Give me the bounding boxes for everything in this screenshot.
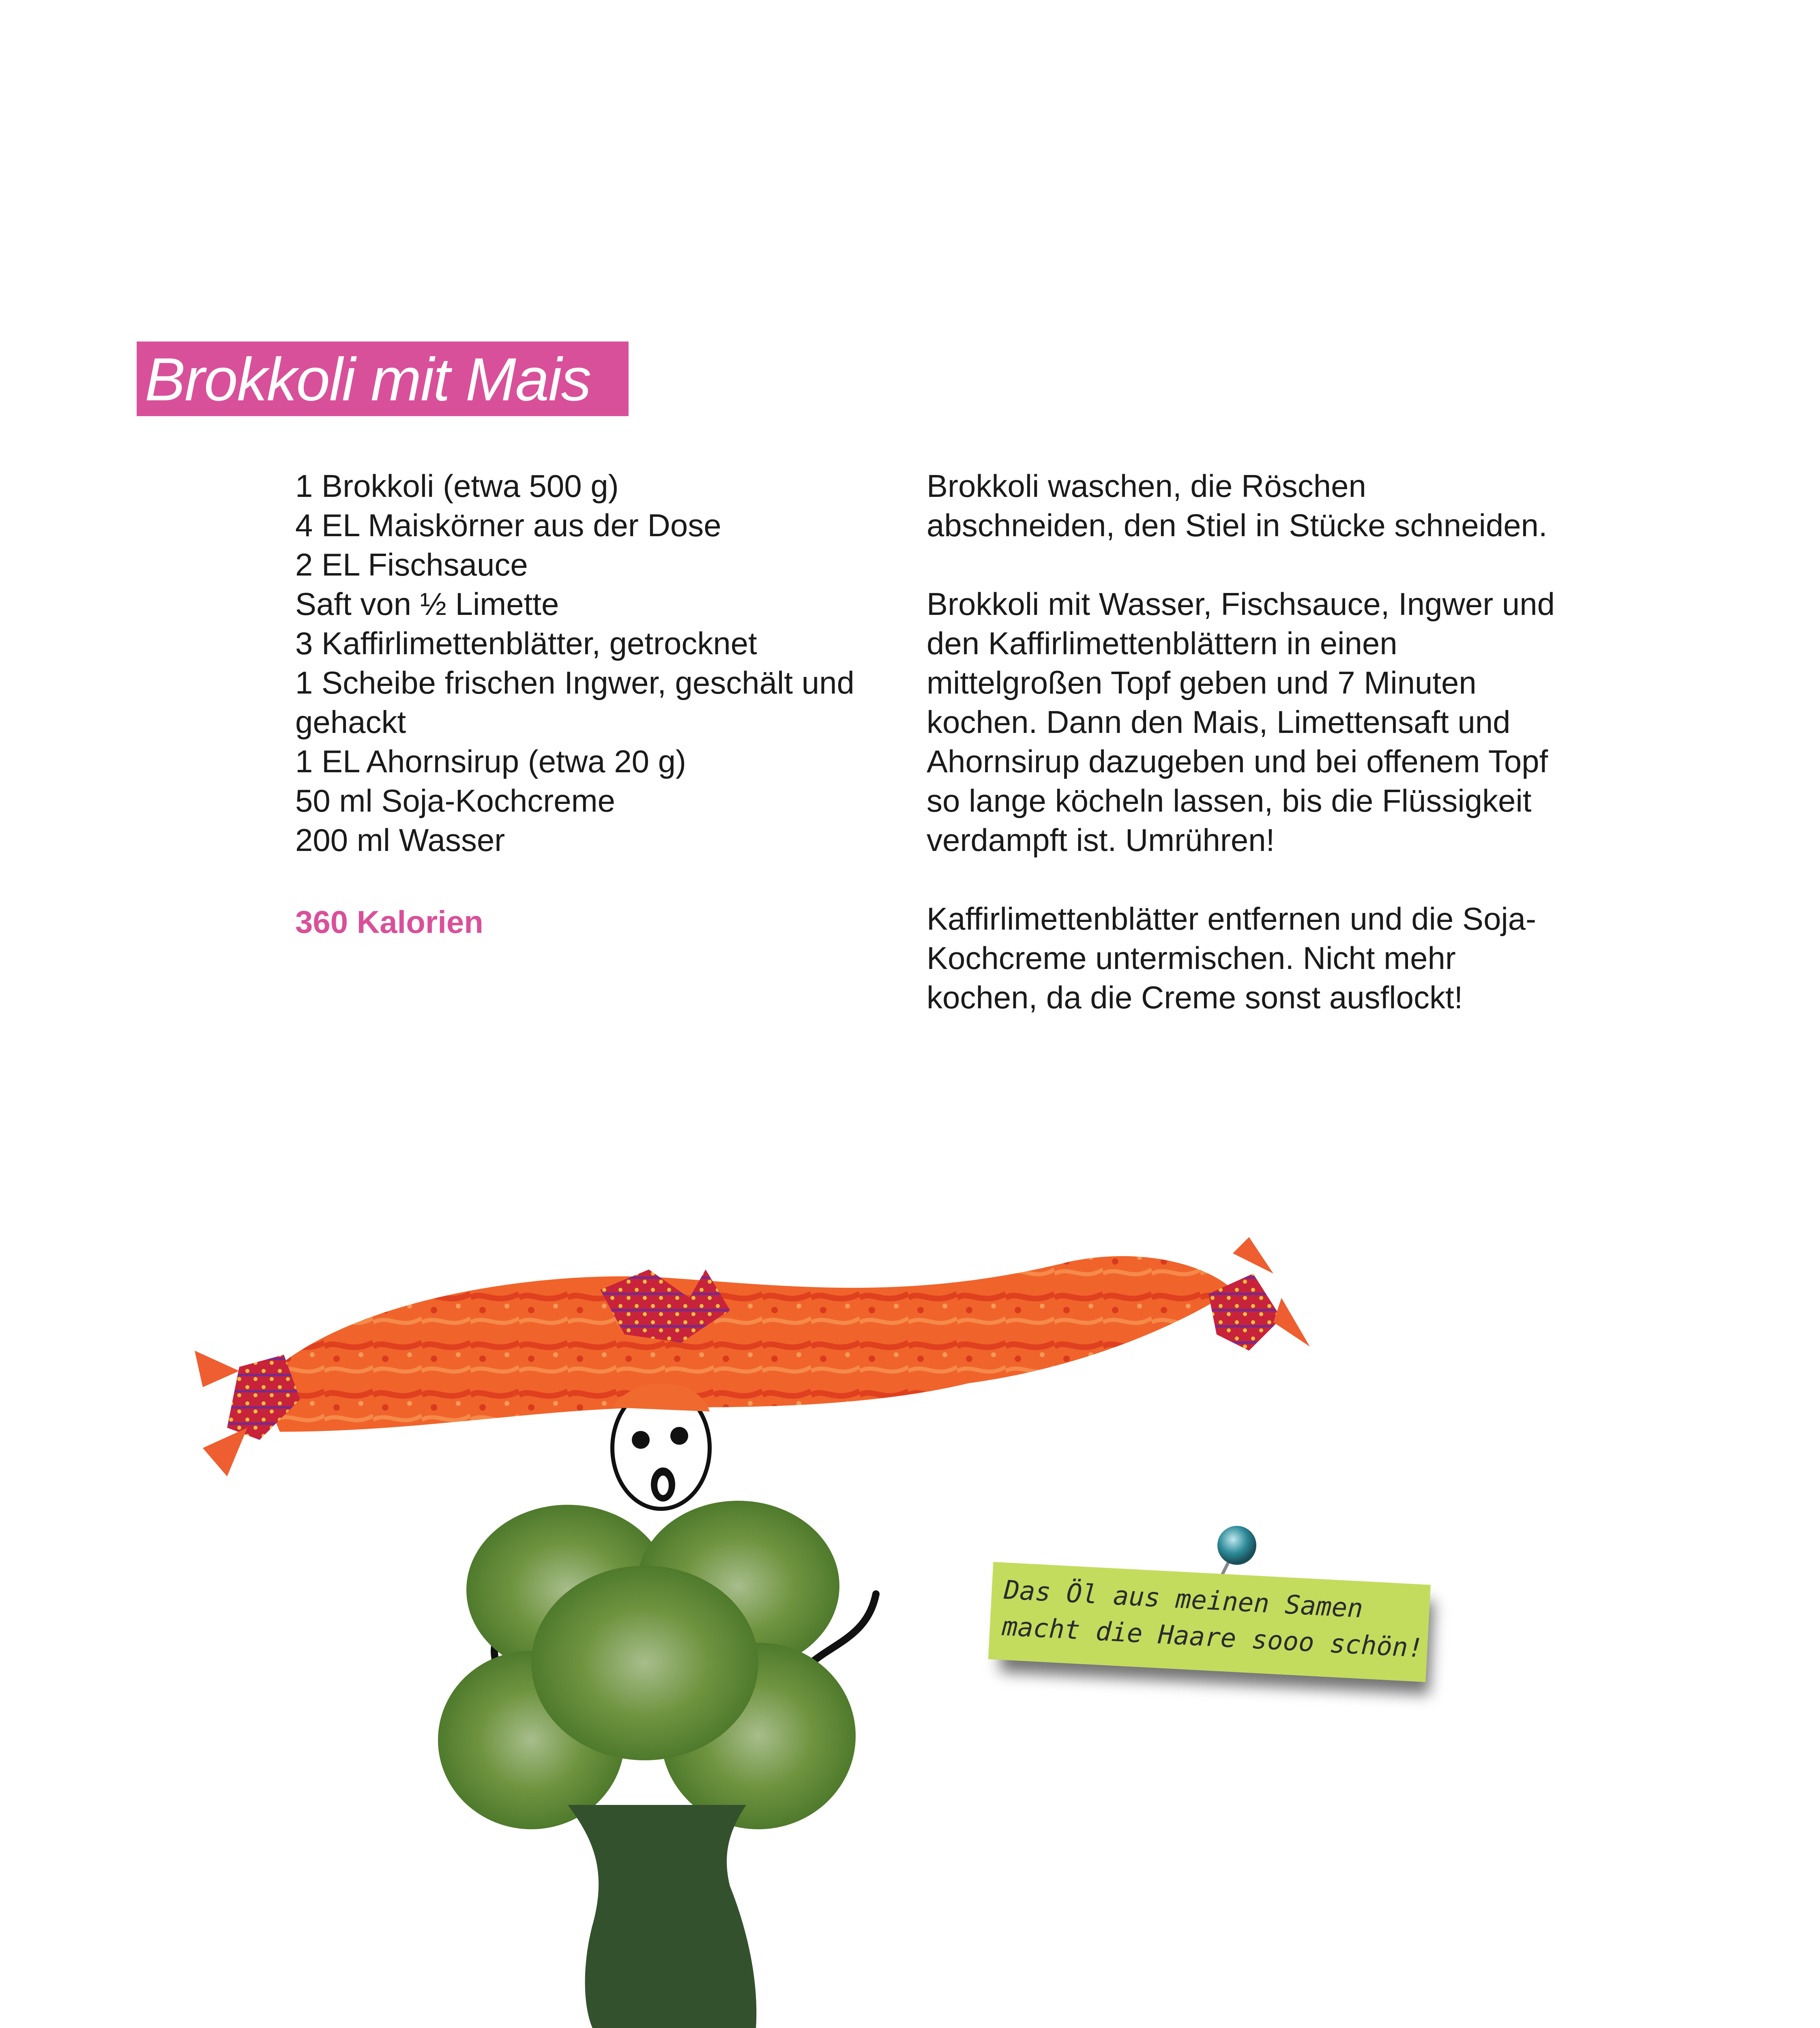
ingredient-item: 3 Kaffirlimettenblätter, getrocknet: [295, 625, 757, 661]
instruction-paragraph: Kaffirlimettenblätter entfernen und die Soja-Kochcreme untermischen. Nicht mehr kochen, da die Creme sonst ausflockt!: [927, 901, 1537, 1015]
instruction-paragraph: Brokkoli mit Wasser, Fischsauce, Ingwer und den Kaffirlimettenblättern in einen mittelgroßen Topf geben und 7 Minuten kochen. Dann den Mais, Limettensaft und Ahornsirup dazugeben und bei offenem Topf so lange köcheln lassen, bis die Flüssigkeit verdampft ist. Umrühren!: [927, 586, 1555, 858]
ingredient-item: 200 ml Wasser: [295, 822, 505, 858]
ingredient-item: 1 Brokkoli (etwa 500 g): [295, 468, 619, 504]
ingredient-item: Saft von ½ Limette: [295, 586, 559, 622]
broccoli-florets: [438, 1501, 856, 1829]
note-line: macht die Haare sooo schön!: [1001, 1611, 1424, 1664]
ingredient-item: 4 EL Maiskörner aus der Dose: [295, 507, 721, 543]
calorie-count: 360 Kalorien: [295, 904, 483, 940]
instructions: [927, 466, 1559, 1057]
ingredient-item: gehackt: [295, 704, 406, 740]
broccoli-stem: [568, 1805, 756, 2028]
title-banner: [137, 342, 629, 416]
ingredient-list: [295, 466, 895, 860]
recipe-title: Brokkoli mit Mais: [145, 345, 591, 413]
ingredient-item: 50 ml Soja-Kochcreme: [295, 783, 615, 819]
ingredient-item: 2 EL Fischsauce: [295, 547, 528, 582]
ingredient-item: 1 Scheibe frischen Ingwer, geschält und: [295, 665, 854, 700]
ingredient-item: 1 EL Ahornsirup (etwa 20 g): [295, 743, 686, 779]
pin-icon: [1217, 1526, 1256, 1565]
note-line: Das Öl aus meinen Samen: [1003, 1575, 1364, 1624]
fabric-bundle: [260, 1256, 1233, 1432]
instruction-paragraph: Brokkoli waschen, die Röschen abschneiden, den Stiel in Stücke schneiden.: [927, 468, 1547, 543]
speech-note: [986, 1562, 1447, 1719]
